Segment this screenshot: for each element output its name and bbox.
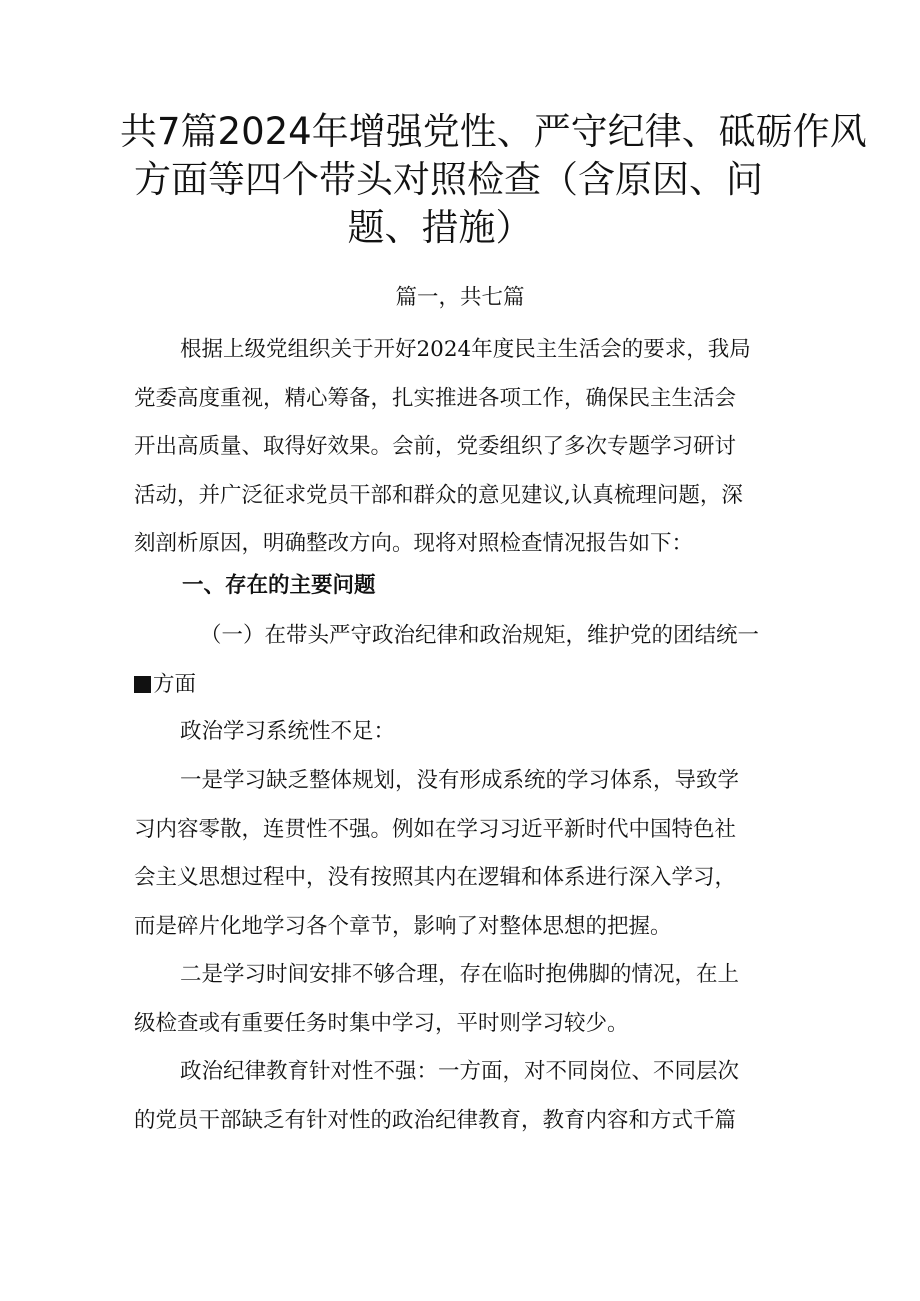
point-two-line-2: 级检查或有重要任务时集中学习，平时则学习较少。 bbox=[134, 1010, 629, 1036]
point-one-line-1: 一是学习缺乏整体规划，没有形成系统的学习体系，导致学 bbox=[180, 768, 740, 793]
intro-line-4: 活动，并广泛征求党员干部和群众的意见建议,认真梳理问题，深 bbox=[134, 482, 743, 508]
subsection-line-1: （一）在带头严守政治纪律和政治规矩，维护党的团结统一 bbox=[200, 623, 760, 648]
title-line-3: 题、措施） bbox=[347, 206, 533, 249]
point-one-line-3: 会主义思想过程中，没有按照其内在逻辑和体系进行深入学习， bbox=[134, 865, 737, 890]
point-three-paragraph bbox=[134, 1048, 794, 1145]
point-one-paragraph bbox=[134, 757, 794, 951]
intro-line-1: 根据上级党组织关于开好2024年度民主生活会的要求，我局 bbox=[180, 337, 751, 362]
document-subtitle: 篇一，共七篇 bbox=[395, 285, 525, 310]
title-line-1: 共7篇2024年增强党性、严守纪律、砥砺作风 bbox=[120, 110, 867, 153]
intro-paragraph bbox=[134, 326, 794, 569]
point-one-line-2: 习内容零散，连贯性不强。例如在学习习近平新时代中国特色社 bbox=[134, 816, 737, 842]
point-two-line-1: 二是学习时间安排不够合理，存在临时抱佛脚的情况，在上 bbox=[180, 962, 740, 987]
intro-line-2: 党委高度重视，精心筹备，扎实推进各项工作，确保民主生活会 bbox=[134, 385, 737, 411]
subsection-line-2-text: 方面 bbox=[153, 671, 197, 697]
title-line-2: 方面等四个带头对照检查（含原因、问 bbox=[134, 158, 763, 201]
section-heading: 一、存在的主要问题 bbox=[182, 573, 376, 598]
intro-line-3: 开出高质量、取得好效果。会前，党委组织了多次专题学习研讨 bbox=[134, 434, 737, 459]
subsection-heading bbox=[134, 612, 794, 709]
point-two-paragraph bbox=[134, 951, 794, 1048]
point-three-line-2: 的党员干部缺乏有针对性的政治纪律教育，教育内容和方式千篇 bbox=[134, 1107, 737, 1133]
point-three-line-1: 政治纪律教育针对性不强：一方面，对不同岗位、不同层次 bbox=[180, 1059, 740, 1084]
point-one-line-4: 而是碎片化地学习各个章节，影响了对整体思想的把握。 bbox=[134, 913, 672, 939]
document-title bbox=[120, 108, 867, 252]
redaction-block bbox=[134, 676, 151, 693]
intro-line-5: 刻剖析原因，明确整改方向。现将对照检查情况报告如下： bbox=[134, 531, 694, 556]
point-label-text: 政治学习系统性不足： bbox=[180, 719, 396, 744]
subsection-line-2 bbox=[134, 661, 794, 710]
point-label bbox=[134, 708, 794, 757]
